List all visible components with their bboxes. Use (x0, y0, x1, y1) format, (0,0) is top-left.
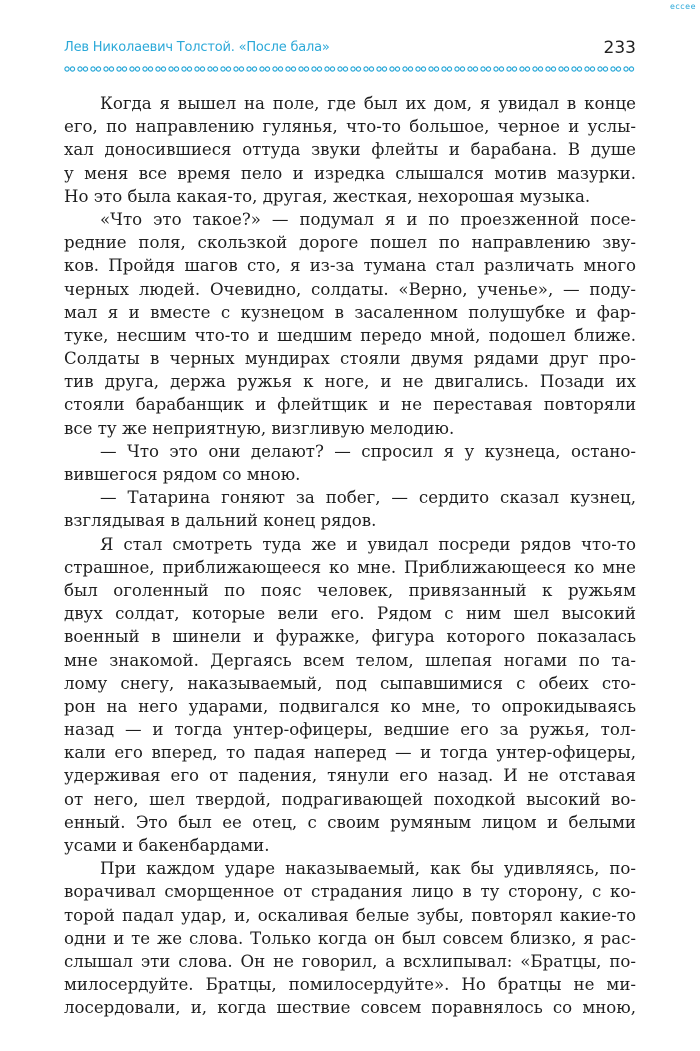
text-line: все ту же неприятную, визгливую мелодию. (64, 418, 455, 438)
text-line: назад — и тогда унтер-офицеры, ведшие его за ружья, тол- (64, 720, 636, 740)
text-line: ков. Пройдя шагов сто, я из-за тумана стал различать много (64, 256, 636, 276)
text-line: ворачивал сморщенное от страдания лицо в ту сторону, с ко- (64, 882, 636, 902)
text-line: Когда я вышел на поле, где был их дом, я увидал в конце (100, 94, 636, 113)
text-line: мал я и вместе с кузнецом в засаленном полушубке и фар- (64, 302, 636, 322)
text-line: двух солдат, которые вели его. Рядом с ним шел высокий (64, 604, 636, 624)
text-line: — Что это они делают? — спросил я у кузнеца, остано- (100, 441, 636, 461)
text-line: страшное, приближающееся ко мне. Приближающееся ко мне (64, 557, 636, 577)
text-line: мне знакомой. Дергаясь всем телом, шлепая ногами по та- (64, 650, 636, 670)
text-line: слышал эти слова. Он не говорил, а всхлипывал: «Братцы, по- (64, 951, 636, 971)
text-line: хал доносившиеся оттуда звуки флейты и барабана. В душе (64, 140, 636, 160)
text-line: лому снегу, наказываемый, под сыпавшимися с обеих сто- (64, 673, 636, 693)
text-line: военный в шинели и фуражке, фигура которого показалась (64, 627, 636, 647)
corner-mark: eccee (669, 2, 696, 11)
text-line: был оголенный по пояс человек, привязанный к ружьям (64, 580, 636, 600)
text-line: его, по направлению гулянья, что-то большое, черное и услы- (64, 117, 636, 137)
text-line: Солдаты в черных мундирах стояли двумя рядами друг про- (64, 349, 636, 369)
page-header (64, 38, 636, 58)
body-text (64, 92, 636, 1020)
text-line: вившегося рядом со мною. (64, 465, 301, 484)
text-line: одни и те же слова. Только когда он был совсем близко, я рас- (64, 928, 636, 948)
text-line: «Что это такое?» — подумал я и по проезженной посе- (100, 209, 636, 229)
text-line: лосердовали, и, когда шествие совсем поравнялось со мною, (64, 998, 636, 1018)
text-line: удерживая его от падения, тянули его назад. И не отставая (64, 766, 636, 786)
text-line: тив друга, держа ружья к ноге, и не двигались. Позади их (64, 372, 636, 392)
text-line: туке, несшим что-то и шедшим передо мной, подошел ближе. (64, 325, 636, 345)
text-line: от него, шел твердой, подрагивающей походкой высокий во- (64, 789, 636, 809)
text-line: Я стал смотреть туда же и увидал посреди рядов что-то (100, 534, 636, 554)
text-line: взглядывая в дальний конец рядов. (64, 511, 377, 531)
text-line: черных людей. Очевидно, солдаты. «Верно, ученье», — поду- (64, 279, 636, 299)
text-line: торой падал удар, и, оскаливая белые зубы, повторял какие-то (64, 905, 636, 925)
page-number: 233 (603, 38, 636, 58)
decorative-ornament-rule (64, 64, 636, 74)
text-line: — Татарина гоняют за побег, — сердито сказал кузнец, (100, 488, 636, 508)
text-line: у меня все время пело и изредка слышался мотив мазурки. (64, 163, 636, 183)
text-line: кали его вперед, то падая наперед — и тогда унтер-офицеры, (64, 743, 636, 763)
text-line: редние поля, скользкой дороге пошел по направлению зву- (64, 233, 636, 253)
text-line: милосердуйте. Братцы, помилосердуйте». Но братцы не ми- (64, 975, 636, 995)
text-line: При каждом ударе наказываемый, как бы удивляясь, по- (100, 859, 636, 879)
text-line: усами и бакенбардами. (64, 836, 270, 855)
running-title: Лев Николаевич Толстой. «После бала» (64, 40, 330, 55)
text-line: енный. Это был ее отец, с своим румяным лицом и белыми (64, 812, 636, 832)
text-line: рон на него ударами, подвигался ко мне, то опрокидываясь (64, 696, 636, 716)
text-line: стояли барабанщик и флейтщик и не переставая повторяли (64, 395, 636, 415)
text-line: Но это была какая-то, другая, жесткая, нехорошая музыка. (64, 186, 591, 206)
